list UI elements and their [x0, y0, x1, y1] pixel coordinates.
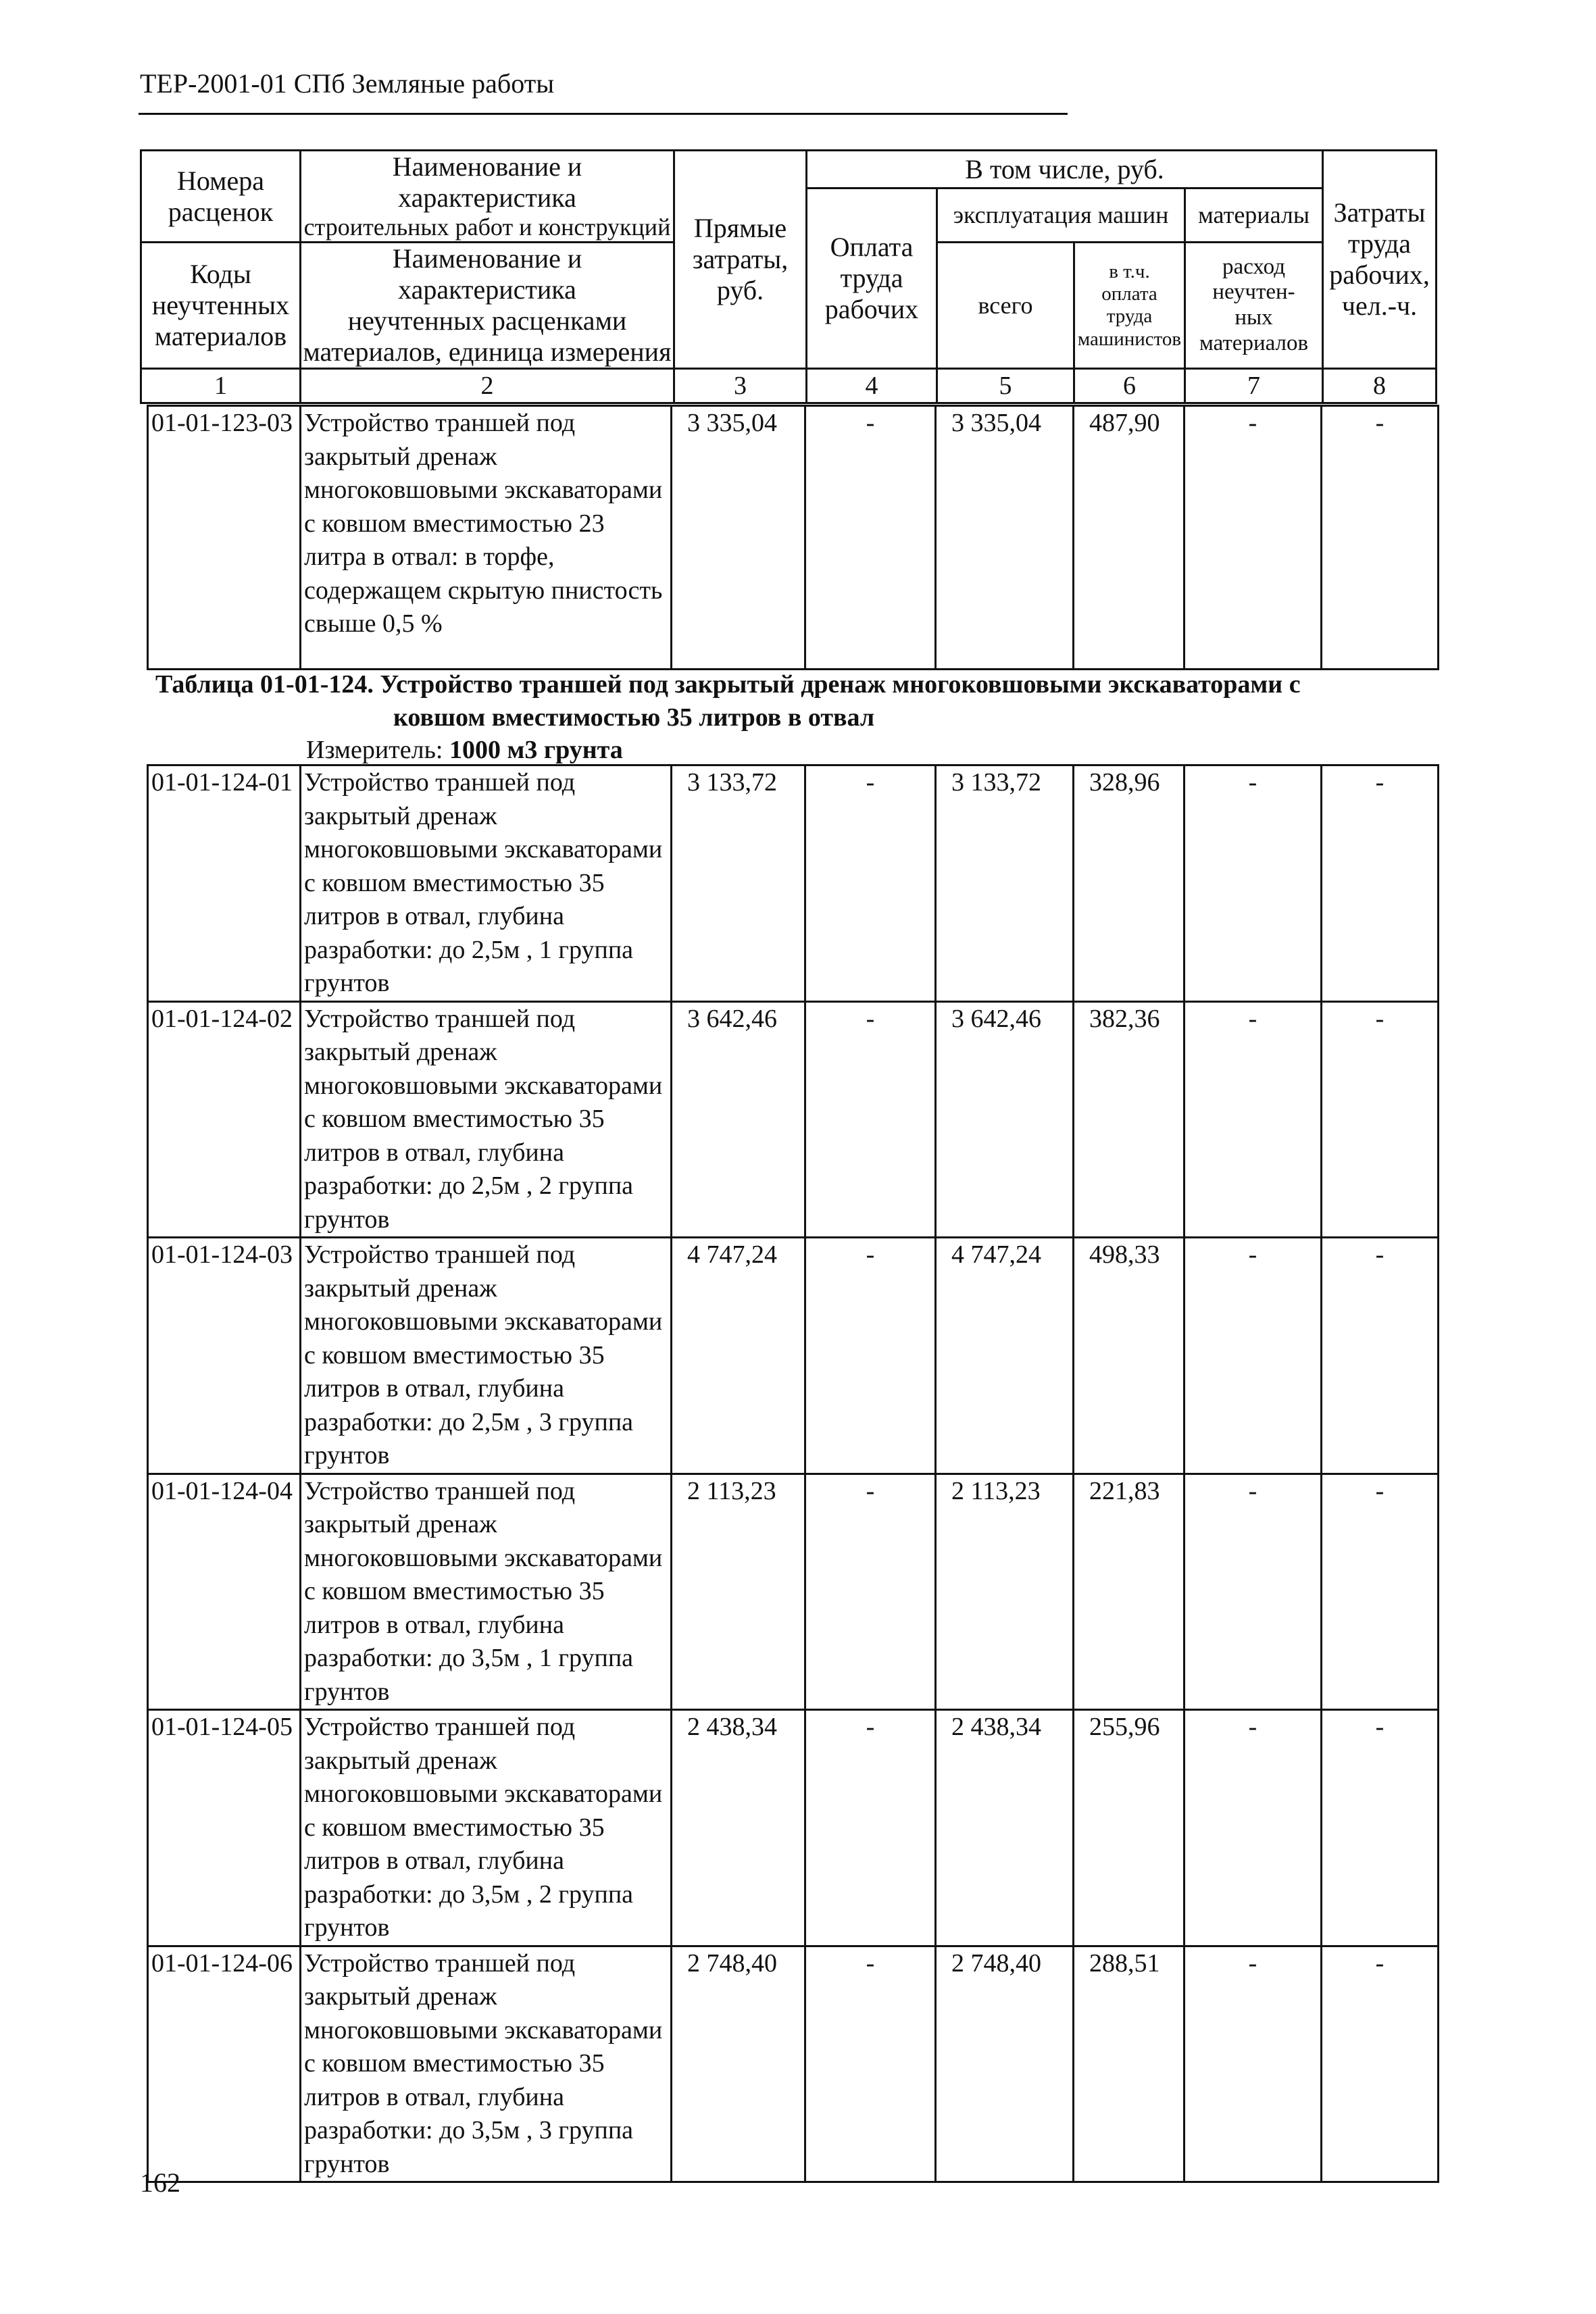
table-row [148, 406, 1439, 670]
rate-description: Устройство траншей под закрытый дренаж многоковшовыми экскаваторами с ковшом вместимостью 35 литров в отвал, глубина разработки: до 3,5м , 2 группа грунтов [301, 1710, 672, 1946]
table-title-line2: ковшом вместимостью 35 литров в отвал [393, 703, 875, 732]
materials: - [1184, 1474, 1322, 1710]
labor-hours: - [1322, 406, 1439, 670]
direct-costs: 3 642,46 [672, 1001, 805, 1238]
direct-costs: 3 335,04 [672, 406, 805, 670]
rate-description: Устройство траншей под закрытый дренаж многоковшовыми экскаваторами с ковшом вместимостью 35 литров в отвал, глубина разработки: до 3,5м , 1 группа грунтов [301, 1474, 672, 1710]
col-number: 2 [301, 369, 674, 403]
materials: - [1184, 406, 1322, 670]
running-title: ТЕР-2001-01 СПб Земляные работы [140, 68, 555, 99]
labor-wages: - [805, 1710, 936, 1946]
header-machines: эксплуатация машин [937, 188, 1185, 243]
machine-operator-wages: 255,96 [1074, 1710, 1184, 1946]
labor-wages: - [805, 1474, 936, 1710]
labor-hours: - [1322, 1946, 1439, 2182]
measure-unit [306, 735, 623, 765]
rate-code: 01-01-124-05 [148, 1710, 301, 1946]
direct-costs: 2 113,23 [672, 1474, 805, 1710]
table-row [148, 765, 1439, 1002]
header-col2-top: Наименование и характеристика строительных работ и конструкций [301, 151, 674, 243]
col-number: 4 [807, 369, 937, 403]
labor-hours: - [1322, 1474, 1439, 1710]
col-number: 5 [937, 369, 1074, 403]
table-row [148, 1474, 1439, 1710]
machine-operator-wages: 221,83 [1074, 1474, 1184, 1710]
page-number: 162 [140, 2167, 180, 2198]
col-number: 7 [1185, 369, 1323, 403]
materials: - [1184, 765, 1322, 1002]
labor-hours: - [1322, 1710, 1439, 1946]
col-number: 8 [1323, 369, 1437, 403]
machine-operator-wages: 382,36 [1074, 1001, 1184, 1238]
table-row [148, 1946, 1439, 2182]
header-col1-bottom: Коды неучтенных материалов [141, 243, 301, 369]
labor-wages: - [805, 1001, 936, 1238]
header-group: В том числе, руб. [807, 151, 1323, 188]
table-row [148, 1001, 1439, 1238]
labor-hours: - [1322, 1001, 1439, 1238]
header-col2-bottom: Наименование и характеристика неучтенных расценками материалов, единица измерения [301, 243, 674, 369]
header-rule [139, 113, 1068, 115]
col-number: 1 [141, 369, 301, 403]
machine-total: 2 748,40 [936, 1946, 1074, 2182]
header-col6: в т.ч. оплата труда машинистов [1074, 243, 1185, 369]
rate-description: Устройство траншей под закрытый дренаж многоковшовыми экскаваторами с ковшом вместимостью 35 литров в отвал, глубина разработки: до 2,5м , 3 группа грунтов [301, 1238, 672, 1474]
machine-total: 3 335,04 [936, 406, 1074, 670]
col-number: 3 [674, 369, 807, 403]
rate-code: 01-01-124-01 [148, 765, 301, 1002]
rate-code: 01-01-123-03 [148, 406, 301, 670]
header-col4: Оплата труда рабочих [807, 188, 937, 369]
col-number: 6 [1074, 369, 1185, 403]
rate-description: Устройство траншей под закрытый дренаж многоковшовыми экскаваторами с ковшом вместимостью 23 литра в отвал: в торфе, содержащем скрытую пнистость свыше 0,5 % [301, 406, 672, 670]
materials: - [1184, 1001, 1322, 1238]
labor-wages: - [805, 1238, 936, 1474]
machine-operator-wages: 498,33 [1074, 1238, 1184, 1474]
machine-operator-wages: 288,51 [1074, 1946, 1184, 2182]
materials: - [1184, 1946, 1322, 2182]
direct-costs: 4 747,24 [672, 1238, 805, 1474]
machine-operator-wages: 487,90 [1074, 406, 1184, 670]
machine-operator-wages: 328,96 [1074, 765, 1184, 1002]
machine-total: 4 747,24 [936, 1238, 1074, 1474]
machine-total: 2 113,23 [936, 1474, 1074, 1710]
header-col3: Прямые затраты, руб. [674, 151, 807, 369]
rate-description: Устройство траншей под закрытый дренаж многоковшовыми экскаваторами с ковшом вместимостью 35 литров в отвал, глубина разработки: до 3,5м , 3 группа грунтов [301, 1946, 672, 2182]
header-col1-top: Номера расценок [141, 151, 301, 243]
measure-label: Измеритель: [306, 736, 449, 764]
labor-wages: - [805, 406, 936, 670]
materials: - [1184, 1710, 1322, 1946]
labor-wages: - [805, 765, 936, 1002]
labor-wages: - [805, 1946, 936, 2182]
header-col5: всего [937, 243, 1074, 369]
rate-description: Устройство траншей под закрытый дренаж многоковшовыми экскаваторами с ковшом вместимостью 35 литров в отвал, глубина разработки: до 2,5м , 1 группа грунтов [301, 765, 672, 1002]
header-col7: расход неучтен- ных материалов [1185, 243, 1323, 369]
column-header-table [140, 149, 1437, 404]
machine-total: 3 642,46 [936, 1001, 1074, 1238]
header-materials: материалы [1185, 188, 1323, 243]
labor-hours: - [1322, 765, 1439, 1002]
measure-value: 1000 м3 грунта [449, 736, 623, 764]
labor-hours: - [1322, 1238, 1439, 1474]
rate-code: 01-01-124-02 [148, 1001, 301, 1238]
direct-costs: 3 133,72 [672, 765, 805, 1002]
direct-costs: 2 748,40 [672, 1946, 805, 2182]
table-124 [147, 764, 1439, 2183]
machine-total: 3 133,72 [936, 765, 1074, 1002]
materials: - [1184, 1238, 1322, 1474]
rate-code: 01-01-124-06 [148, 1946, 301, 2182]
rate-code: 01-01-124-04 [148, 1474, 301, 1710]
rate-code: 01-01-124-03 [148, 1238, 301, 1474]
direct-costs: 2 438,34 [672, 1710, 805, 1946]
prev-table [147, 405, 1439, 670]
rate-description: Устройство траншей под закрытый дренаж многоковшовыми экскаваторами с ковшом вместимостью 35 литров в отвал, глубина разработки: до 2,5м , 2 группа грунтов [301, 1001, 672, 1238]
table-row [148, 1710, 1439, 1946]
machine-total: 2 438,34 [936, 1710, 1074, 1946]
header-col8: Затраты труда рабочих, чел.-ч. [1323, 151, 1437, 369]
table-title-line1: Таблица 01-01-124. Устройство траншей под закрытый дренаж многоковшовыми экскаваторами с [155, 670, 1301, 699]
table-row [148, 1238, 1439, 1474]
